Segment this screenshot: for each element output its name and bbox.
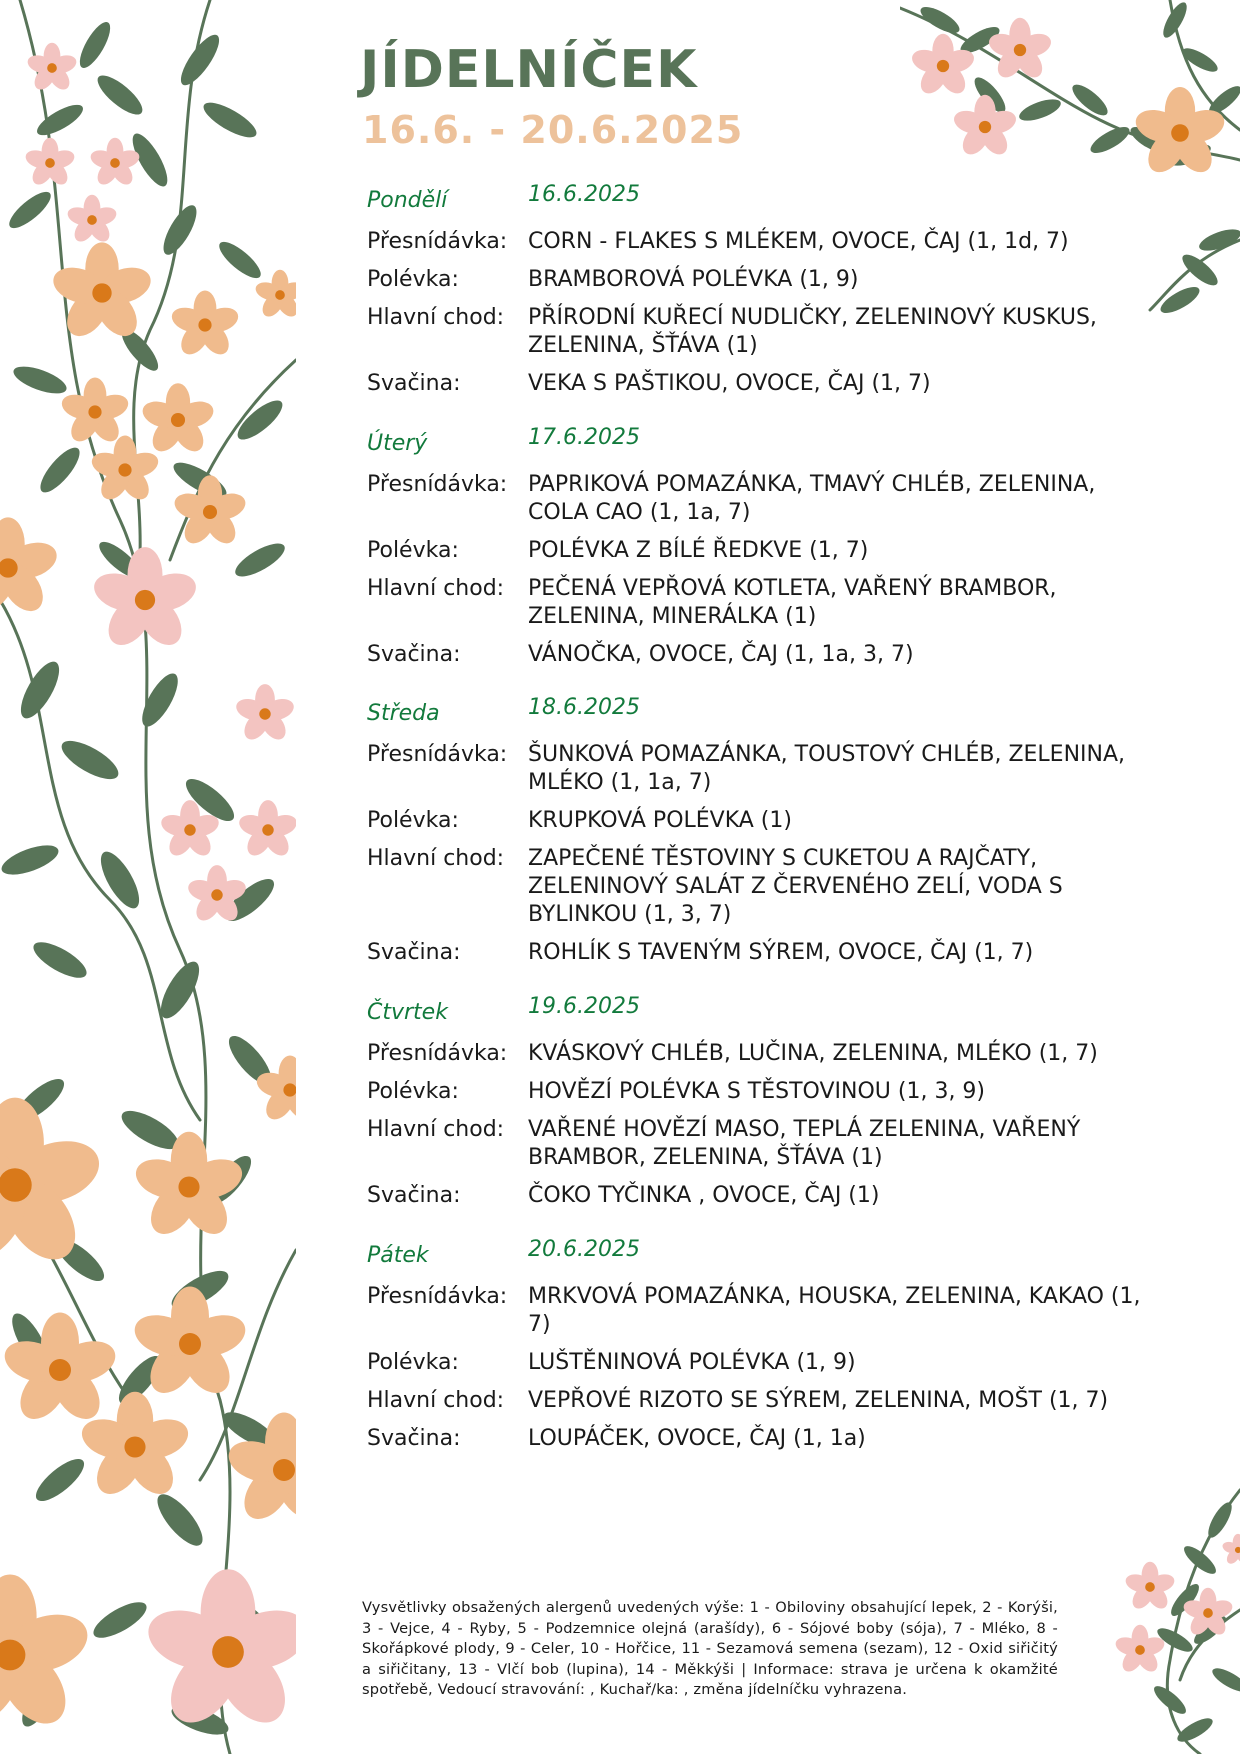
meal-label: Svačina: xyxy=(367,1183,461,1208)
meal-label: Přesnídávka: xyxy=(367,742,508,767)
meal-row xyxy=(367,741,1147,797)
meal-value: ČOKO TYČINKA , OVOCE, ČAJ (1) xyxy=(528,1183,880,1208)
floral-decoration-bottom-right xyxy=(1100,1480,1240,1754)
meal-value: MRKVOVÁ POMAZÁNKA, HOUSKA, ZELENINA, KAKAO (1, 7) xyxy=(528,1284,1141,1337)
meal-label: Přesnídávka: xyxy=(367,1284,508,1309)
meal-label: Polévka: xyxy=(367,1079,459,1104)
meal-row xyxy=(367,304,1147,360)
meal-value: VÁNOČKA, OVOCE, ČAJ (1, 1a, 3, 7) xyxy=(528,642,914,667)
meal-label: Polévka: xyxy=(367,538,459,563)
meal-label: Polévka: xyxy=(367,1350,459,1375)
meal-row xyxy=(367,1040,1147,1068)
meal-row xyxy=(367,641,1147,669)
day-date: 20.6.2025 xyxy=(528,1237,640,1262)
floral-decoration-left xyxy=(0,0,296,1754)
meal-label: Hlavní chod: xyxy=(367,846,505,871)
meal-value: VEKA S PAŠTIKOU, OVOCE, ČAJ (1, 7) xyxy=(528,371,931,396)
page-title: JÍDELNÍČEK xyxy=(360,40,698,100)
meal-value: PAPRIKOVÁ POMAZÁNKA, TMAVÝ CHLÉB, ZELENINA, COLA CAO (1, 1a, 7) xyxy=(528,472,1096,525)
day-date: 17.6.2025 xyxy=(528,425,640,450)
meal-row xyxy=(367,845,1147,929)
meal-row xyxy=(367,1283,1147,1339)
meal-label: Přesnídávka: xyxy=(367,229,508,254)
day-name: Úterý xyxy=(367,431,428,456)
meal-label: Přesnídávka: xyxy=(367,472,508,497)
meal-value: BRAMBOROVÁ POLÉVKA (1, 9) xyxy=(528,267,859,292)
meal-row xyxy=(367,1349,1147,1377)
meal-row xyxy=(367,939,1147,967)
date-range: 16.6. - 20.6.2025 xyxy=(362,108,744,152)
meal-row xyxy=(367,228,1147,256)
day-section xyxy=(367,1237,1147,1453)
meal-value: PEČENÁ VEPŘOVÁ KOTLETA, VAŘENÝ BRAMBOR, ZELENINA, MINERÁLKA (1) xyxy=(528,576,1057,629)
meal-row xyxy=(367,1182,1147,1210)
day-section xyxy=(367,695,1147,967)
day-name: Pondělí xyxy=(367,188,448,213)
meal-value: ROHLÍK S TAVENÝM SÝREM, OVOCE, ČAJ (1, 7) xyxy=(528,940,1034,965)
day-section xyxy=(367,182,1147,398)
meal-label: Svačina: xyxy=(367,371,461,396)
day-name: Středa xyxy=(367,701,440,726)
meal-value: LUŠTĚNINOVÁ POLÉVKA (1, 9) xyxy=(528,1350,856,1375)
meal-label: Hlavní chod: xyxy=(367,305,505,330)
meal-row xyxy=(367,807,1147,835)
meal-row xyxy=(367,575,1147,631)
meal-row xyxy=(367,1425,1147,1453)
day-section xyxy=(367,994,1147,1210)
meal-value: VAŘENÉ HOVĚZÍ MASO, TEPLÁ ZELENINA, VAŘENÝ BRAMBOR, ZELENINA, ŠŤÁVA (1) xyxy=(528,1117,1081,1170)
meal-row xyxy=(367,1116,1147,1172)
meal-label: Přesnídávka: xyxy=(367,1041,508,1066)
meal-value: ŠUNKOVÁ POMAZÁNKA, TOUSTOVÝ CHLÉB, ZELENINA, MLÉKO (1, 1a, 7) xyxy=(528,742,1126,795)
meal-value: ZAPEČENÉ TĚSTOVINY S CUKETOU A RAJČATY, ZELENINOVÝ SALÁT Z ČERVENÉHO ZELÍ, VODA S BYLINKOU (1, 3, 7) xyxy=(528,846,1063,927)
meal-label: Polévka: xyxy=(367,267,459,292)
meal-value: VEPŘOVÉ RIZOTO SE SÝREM, ZELENINA, MOŠT (1, 7) xyxy=(528,1388,1109,1413)
meal-label: Hlavní chod: xyxy=(367,1388,505,1413)
meal-label: Svačina: xyxy=(367,642,461,667)
meal-label: Hlavní chod: xyxy=(367,1117,505,1142)
meal-value: KRUPKOVÁ POLÉVKA (1) xyxy=(528,808,792,833)
meal-row xyxy=(367,370,1147,398)
meal-label: Polévka: xyxy=(367,808,459,833)
meal-value: PŘÍRODNÍ KUŘECÍ NUDLIČKY, ZELENINOVÝ KUSKUS, ZELENINA, ŠŤÁVA (1) xyxy=(528,305,1097,358)
day-date: 18.6.2025 xyxy=(528,695,640,720)
meal-value: HOVĚZÍ POLÉVKA S TĚSTOVINOU (1, 3, 9) xyxy=(528,1079,986,1104)
day-date: 16.6.2025 xyxy=(528,182,640,207)
meal-label: Svačina: xyxy=(367,1426,461,1451)
meal-value: KVÁSKOVÝ CHLÉB, LUČINA, ZELENINA, MLÉKO (1, 7) xyxy=(528,1041,1098,1066)
meal-row xyxy=(367,266,1147,294)
day-date: 19.6.2025 xyxy=(528,994,640,1019)
meal-label: Hlavní chod: xyxy=(367,576,505,601)
day-section xyxy=(367,425,1147,669)
meal-label: Svačina: xyxy=(367,940,461,965)
meal-row xyxy=(367,537,1147,565)
meal-row xyxy=(367,1387,1147,1415)
meal-value: CORN - FLAKES S MLÉKEM, OVOCE, ČAJ (1, 1d, 7) xyxy=(528,229,1069,254)
meal-row xyxy=(367,1078,1147,1106)
day-name: Pátek xyxy=(367,1243,429,1268)
allergen-legend: Vysvětlivky obsažených alergenů uvedených výše: 1 - Obiloviny obsahující lepek, 2 - Korýši, 3 - Vejce, 4 - Ryby, 5 - Podzemnice olejná (arašídy), 6 - Sójové boby (sója), 7 - Mléko, 8 - Skořápkové plody, 9 - Celer, 10 - Hořčice, 11 - Sezamová semena (sezam), 12 - Oxid siřičitý a siřičitany, 13 - Vlčí bob (lupina), 14 - Měkkýši | Informace: strava je určena k okamžité spotřebě, Vedoucí stravování: , Kuchař/ka: , změna jídelníčku vyhrazena. xyxy=(362,1599,1058,1698)
meal-row xyxy=(367,471,1147,527)
meal-value: POLÉVKA Z BÍLÉ ŘEDKVE (1, 7) xyxy=(528,538,869,563)
day-name: Čtvrtek xyxy=(367,1000,448,1025)
meal-value: LOUPÁČEK, OVOCE, ČAJ (1, 1a) xyxy=(528,1426,866,1451)
